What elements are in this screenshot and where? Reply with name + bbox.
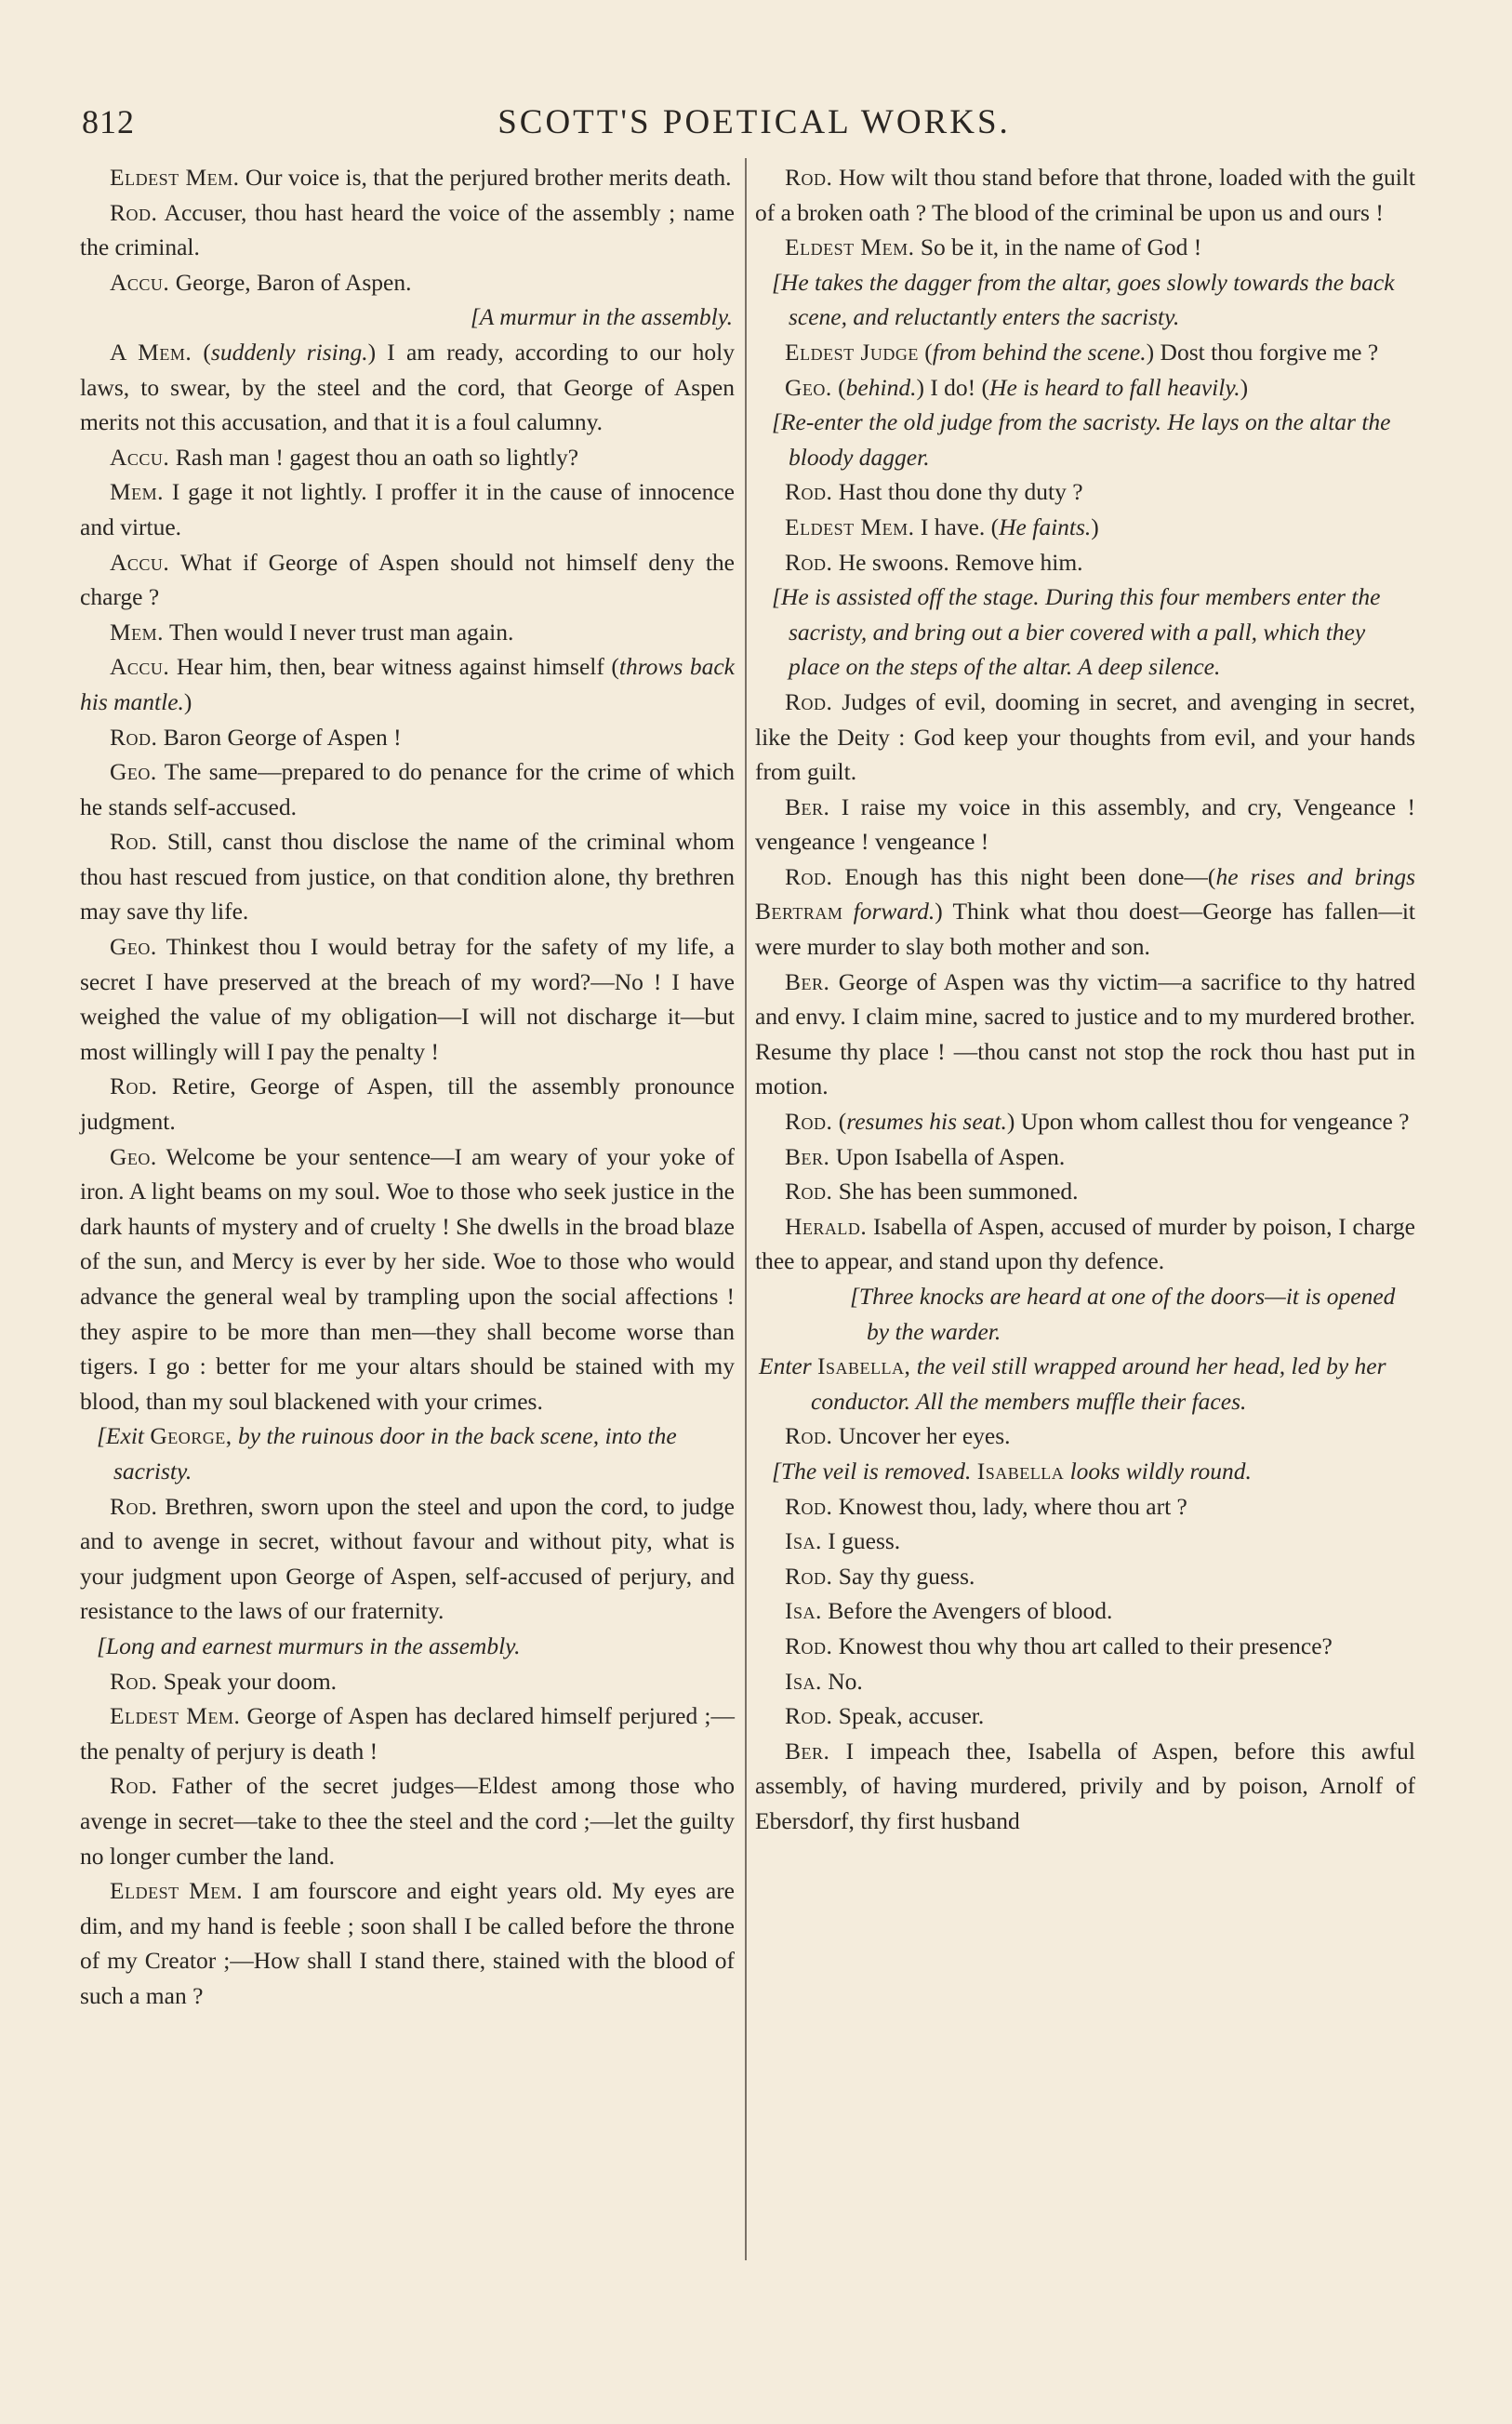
stage-direction (755, 1279, 1415, 1349)
speech-paragraph (755, 1734, 1415, 1839)
speech-paragraph (755, 545, 1415, 580)
entrance-direction (755, 1349, 1415, 1418)
speech-paragraph (755, 1139, 1415, 1175)
speech-text: ( (918, 338, 933, 366)
speech-text: I raise my voice in this assembly, and cry, Vengeance ! vengeance ! vengeance ! (755, 792, 1415, 856)
speech-text: Uncover her eyes. (832, 1422, 1011, 1450)
speaker-name: Accu. (110, 268, 170, 296)
character-name: Bertram (755, 898, 843, 926)
speaker-name: Rod. (785, 164, 833, 191)
speech-text: ) Think what thou doest—George has fallen—it were murder to slay both mother and son. (755, 898, 1416, 961)
speech-text: Knowest thou, lady, where thou art ? (832, 1492, 1187, 1520)
speaker-name: Eldest Mem. (110, 164, 240, 191)
inline-stage-direction: resumes his seat. (846, 1108, 1007, 1136)
speech-text: ) (1091, 513, 1099, 540)
speech-paragraph (80, 615, 735, 650)
speaker-name: Ber. (785, 792, 830, 820)
speech-text: ) Upon whom callest thou for vengeance ? (1006, 1108, 1410, 1136)
speech-paragraph (80, 1069, 735, 1139)
stage-direction-text: [The veil is removed. (772, 1457, 977, 1485)
stage-direction-text: [Three knocks are heard at one of the doors—it is opened by the warder. (850, 1283, 1396, 1345)
speech-text: Enough has this night been done—( (832, 862, 1216, 890)
speaker-name: Rod. (110, 198, 158, 226)
speaker-name: Rod. (785, 1632, 833, 1659)
stage-direction-text: [A murmur in the assembly. (470, 303, 733, 331)
speech-paragraph (755, 790, 1415, 859)
speech-text: How wilt thou stand before that throne, loaded with the guilt of a broken oath ? The blood of the criminal be upon us and ours ! (755, 164, 1415, 226)
speech-text: I guess. (821, 1527, 901, 1555)
speaker-name: Ber. (785, 967, 830, 995)
speaker-name: Mem. (110, 478, 165, 506)
speech-paragraph (755, 1629, 1415, 1664)
speech-text: Thinkest thou I would betray for the safety of my life, a secret I have preserved at the breach of my word?—No ! I have weighed the value of my obligation—I will not discharge it—but most willingly will I pay the penalty ! (80, 933, 735, 1065)
speech-paragraph (755, 1174, 1415, 1209)
speech-text: The same—prepared to do penance for the crime of which he stands self-accused. (80, 758, 735, 820)
speech-paragraph (755, 1524, 1415, 1559)
speech-paragraph (80, 1873, 735, 2013)
stage-direction (80, 300, 735, 335)
speech-text: Upon Isabella of Aspen. (829, 1142, 1066, 1170)
stage-direction-text: by the ruinous door in the back scene, into the sacristy. (113, 1422, 677, 1485)
speech-paragraph (755, 474, 1415, 510)
speech-text: ) Dost thou forgive me ? (1146, 338, 1379, 366)
speech-paragraph (755, 1418, 1415, 1454)
speaker-name: Rod. (785, 862, 833, 890)
stage-direction (755, 1454, 1415, 1489)
speech-paragraph (755, 1559, 1415, 1594)
speech-paragraph (80, 1698, 735, 1768)
stage-direction (80, 1418, 735, 1488)
speaker-name: Accu. (110, 653, 170, 681)
stage-direction-text: [He is assisted off the stage. During this four members enter the sacristy, and bring out a bier covered with a pall, which they place on the steps of the altar. A deep silence. (772, 583, 1381, 681)
speech-paragraph (755, 685, 1415, 790)
speech-paragraph (80, 1664, 735, 1699)
speech-text: Before the Avengers of blood. (821, 1597, 1113, 1625)
speaker-name: Accu. (110, 443, 170, 471)
speech-text: Hear him, then, bear witness against himself ( (169, 653, 619, 681)
speech-text: ( (192, 338, 211, 366)
character-name: Isabella (976, 1457, 1065, 1485)
speaker-name: Rod. (110, 1492, 158, 1520)
speech-text: Then would I never trust man again. (164, 618, 514, 646)
speaker-name: Rod. (785, 687, 833, 715)
speech-paragraph (755, 1593, 1415, 1629)
inline-stage-direction: he rises and brings (1215, 862, 1415, 890)
character-name: Isabella, (817, 1352, 911, 1380)
speech-text: What if George of Aspen should not himself deny the charge ? (80, 548, 735, 611)
speech-text: George of Aspen was thy victim—a sacrifice to thy hatred and envy. I claim mine, sacred to justice and to my murdered brother. Resume thy place ! —thou canst not stop the rock thou hast put in motion. (755, 967, 1415, 1100)
running-title: SCOTT'S POETICAL WORKS. (497, 103, 1011, 141)
speech-paragraph (80, 929, 735, 1069)
speech-text: Accuser, thou hast heard the voice of the assembly ; name the criminal. (80, 198, 735, 261)
speaker-name: A Mem. (110, 338, 192, 366)
speech-text: Rash man ! gagest thou an oath so lightly? (169, 443, 579, 471)
speaker-name: Eldest Mem. (785, 513, 915, 540)
speech-text: Knowest thou why thou art called to their presence? (832, 1632, 1333, 1659)
speech-text: ) (1240, 373, 1249, 401)
speech-paragraph (80, 474, 735, 544)
page-number: 812 (82, 103, 135, 140)
speech-text: Judges of evil, dooming in secret, and avenging in secret, like the Deity : God keep your thoughts from evil, and your hands from guilt. (755, 687, 1415, 786)
speaker-name: Eldest Judge (785, 338, 919, 366)
speech-text: ) I am ready, according to our holy laws, to swear, by the steel and the cord, that George of Aspen merits not this accusation, and that it is a foul calumny. (80, 338, 735, 436)
speaker-name: Rod. (785, 1422, 833, 1450)
speech-paragraph (755, 859, 1415, 965)
speech-paragraph (755, 1489, 1415, 1525)
speech-paragraph (755, 370, 1415, 406)
speaker-name: Rod. (785, 1178, 833, 1205)
speech-paragraph (80, 1489, 735, 1629)
speech-text: So be it, in the name of God ! (914, 233, 1202, 261)
stage-direction (755, 265, 1415, 335)
speech-paragraph (80, 1139, 735, 1419)
stage-direction-text: Enter (759, 1352, 818, 1380)
speaker-name: Isa. (785, 1667, 822, 1695)
speaker-name: Rod. (785, 478, 833, 506)
speech-text: Father of the secret judges—Eldest among those who avenge in secret—take to thee the steel and the cord ;—let the guilty no longer cumber the land. (80, 1772, 735, 1870)
inline-stage-direction: forward. (842, 898, 935, 926)
speech-text: ( (832, 1108, 847, 1136)
speech-paragraph (80, 720, 735, 755)
speech-text: Brethren, sworn upon the steel and upon the cord, to judge and to avenge in secret, without favour and without pity, what is your judgment upon George of Aspen, self-accused of perjury, and resistance to the laws of our fraternity. (80, 1492, 735, 1625)
speech-text: I am fourscore and eight years old. My eyes are dim, and my hand is feeble ; soon shall I be called before the throne of my Creator ;—How shall I stand there, stained with the blood of such a man ? (80, 1877, 735, 2009)
speaker-name: Rod. (785, 1562, 833, 1590)
stage-direction-text: [He takes the dagger from the altar, goes slowly towards the back scene, and reluctantly enters the sacristy. (772, 268, 1395, 331)
inline-stage-direction: throws back his mantle. (80, 653, 735, 715)
page-header (82, 102, 1426, 151)
speaker-name: Rod. (785, 548, 833, 576)
speech-text: Baron George of Aspen ! (157, 723, 402, 751)
speech-paragraph (755, 230, 1415, 265)
speech-paragraph (755, 510, 1415, 545)
stage-direction-text: looks wildly round. (1064, 1457, 1252, 1485)
speech-text: He swoons. Remove him. (832, 548, 1083, 576)
inline-stage-direction: suddenly rising. (210, 338, 368, 366)
speaker-name: Geo. (110, 933, 157, 961)
stage-direction (755, 405, 1415, 474)
speech-paragraph (755, 965, 1415, 1104)
speech-text: She has been summoned. (832, 1178, 1079, 1205)
inline-stage-direction: He is heard to fall heavily. (989, 373, 1240, 401)
speaker-name: Mem. (110, 618, 165, 646)
stage-direction (755, 579, 1415, 685)
stage-direction-text: the veil still wrapped around her head, led by her conductor. All the members muffle their faces. (811, 1352, 1386, 1415)
speech-text: Speak, accuser. (832, 1702, 985, 1730)
speech-paragraph (755, 1664, 1415, 1699)
speech-paragraph (755, 335, 1415, 370)
speaker-name: Rod. (110, 828, 158, 856)
speech-text: George of Aspen has declared himself perjured ;—the penalty of perjury is death ! (80, 1702, 735, 1765)
speaker-name: Geo. (110, 1142, 157, 1170)
speech-paragraph (755, 1698, 1415, 1734)
speech-text: Hast thou done thy duty ? (832, 478, 1083, 506)
speech-paragraph (755, 160, 1415, 230)
left-column (80, 160, 735, 2013)
speech-text: Retire, George of Aspen, till the assembly pronounce judgment. (80, 1072, 735, 1136)
inline-stage-direction: He faints. (999, 513, 1092, 540)
inline-stage-direction: behind. (845, 373, 917, 401)
column-rule (745, 158, 747, 2260)
speaker-name: Rod. (110, 1772, 158, 1800)
speaker-name: Rod. (785, 1702, 833, 1730)
speech-paragraph (80, 649, 735, 719)
speech-text: Still, canst thou disclose the name of the criminal whom thou hast rescued from justice, on that condition alone, thy brethren may save thy life. (80, 828, 735, 926)
stage-direction-text: [Long and earnest murmurs in the assembly. (97, 1632, 521, 1659)
speech-paragraph (80, 440, 735, 475)
speaker-name: Isa. (785, 1597, 822, 1625)
speaker-name: Eldest Mem. (110, 1702, 241, 1730)
speaker-name: Eldest Mem. (785, 233, 915, 261)
speech-text: Speak your doom. (157, 1667, 338, 1695)
speech-text: ) (183, 687, 192, 715)
speech-text: Isabella of Aspen, accused of murder by poison, I charge thee to appear, and stand upon thy defence. (755, 1212, 1415, 1275)
speech-paragraph (80, 195, 735, 265)
speech-paragraph (80, 335, 735, 440)
character-name: George, (150, 1422, 232, 1450)
speech-paragraph (80, 824, 735, 929)
speech-text: ( (831, 373, 846, 401)
speaker-name: Ber. (785, 1142, 830, 1170)
stage-direction-text: [Re-enter the old judge from the sacristy. He lays on the altar the bloody dagger. (772, 408, 1391, 471)
speech-text: George, Baron of Aspen. (169, 268, 412, 296)
speaker-name: Rod. (110, 1667, 158, 1695)
stage-direction-text: [Exit (97, 1422, 151, 1450)
speech-paragraph (80, 265, 735, 300)
speech-text: I gage it not lightly. I proffer it in the cause of innocence and virtue. (80, 478, 735, 540)
speaker-name: Rod. (785, 1492, 833, 1520)
speech-text: I have. ( (914, 513, 1000, 540)
speech-paragraph (80, 160, 735, 195)
speech-text: Say thy guess. (832, 1562, 975, 1590)
speech-paragraph (80, 754, 735, 824)
speaker-name: Geo. (785, 373, 832, 401)
speaker-name: Rod. (110, 1072, 158, 1100)
speech-paragraph (80, 545, 735, 615)
speech-text: I impeach thee, Isabella of Aspen, before this awful assembly, of having murdered, privily and by poison, Arnolf of Ebersdorf, thy first husband (755, 1737, 1415, 1834)
speaker-name: Accu. (110, 548, 170, 576)
speech-paragraph (80, 1768, 735, 1873)
speech-paragraph (755, 1104, 1415, 1139)
speaker-name: Geo. (110, 758, 157, 786)
inline-stage-direction: from behind the scene. (932, 338, 1147, 366)
speech-paragraph (755, 1209, 1415, 1279)
speech-text: Welcome be your sentence—I am weary of your yoke of iron. A light beams on my soul. Woe to those who seek justice in the dark haunts of mystery and of cruelty ! She dwells in the broad blaze of the sun, and Mercy is ever by her side. Woe to those who would advance the general weal by trampling upon the social affections ! they aspire to be more than men—they shall become worse than tigers. I go : better for me your altars should be stained with my blood, than my soul blackened with your crimes. (80, 1142, 735, 1415)
speaker-name: Eldest Mem. (110, 1877, 244, 1905)
speaker-name: Herald. (785, 1212, 868, 1240)
speaker-name: Isa. (785, 1527, 822, 1555)
speaker-name: Ber. (785, 1737, 830, 1765)
speech-text: ) I do! ( (916, 373, 990, 401)
speaker-name: Rod. (110, 723, 158, 751)
speaker-name: Rod. (785, 1108, 833, 1136)
speech-text: Our voice is, that the perjured brother merits death. (239, 164, 732, 191)
right-column (755, 160, 1415, 1839)
speech-text: No. (821, 1667, 863, 1695)
stage-direction (80, 1629, 735, 1664)
